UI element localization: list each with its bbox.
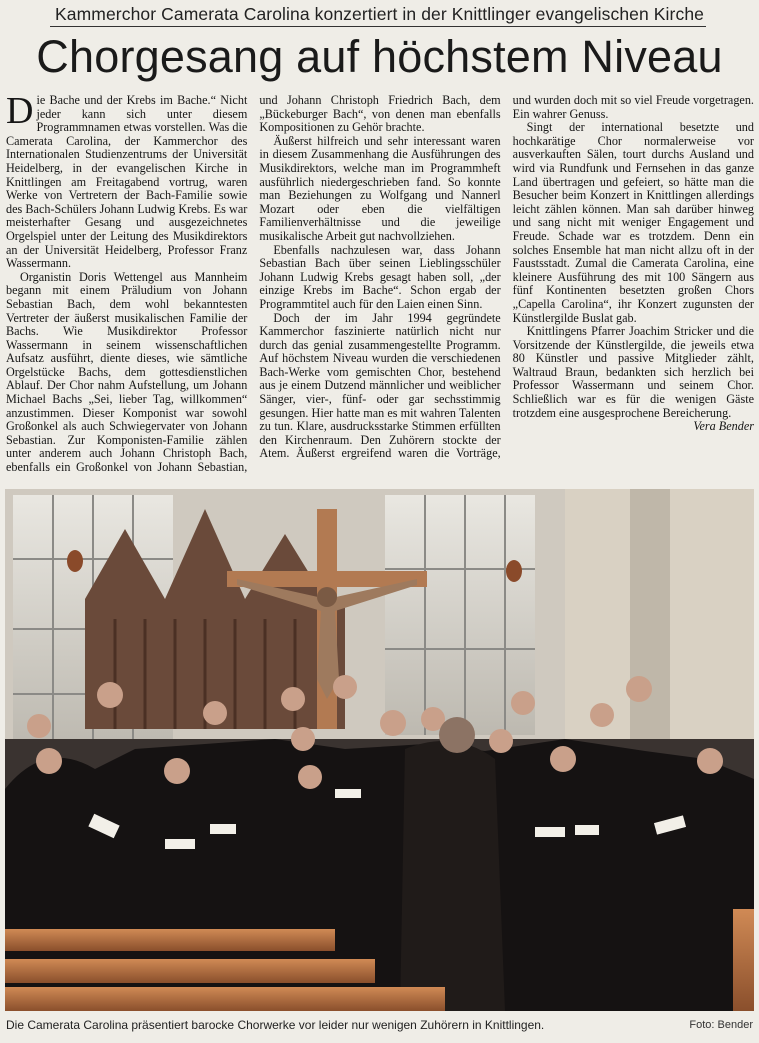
lamp-left	[67, 550, 83, 572]
kicker-rule	[50, 26, 706, 27]
conductor-head	[439, 717, 475, 753]
conductor	[400, 741, 505, 1011]
kicker-line: Kammerchor Camerata Carolina konzertiert in der Knittlinger evangelischen Kirche	[55, 4, 704, 24]
article-paragraph-7: Knittlingens Pfarrer Joachim Stricker und die Vorsitzende der Künstlergilde, die jeweils etwa 80 Künstler und passive Mitglieder zählt, Waltraud Braun, bedankten sich herzlich bei Professor Wassermann und seinem Chor. Schließlich war es für die wenigen Gäste trotzdem eine ausgesprochene Bereicherung.	[512, 324, 754, 420]
pew-1	[5, 929, 335, 951]
lamp-right	[506, 560, 522, 582]
article-paragraph-4: Ebenfalls nachzulesen war, dass Johann Sebastian Bach über seinen Lieblingsschüler Johann Ludwig Krebs gesagt haben soll, „der einzige Krebs im Bache“. Schon ergab der Programmtitel auch für den Laien einen Sinn.	[259, 242, 501, 311]
pew-3	[5, 987, 445, 1011]
article-body	[6, 90, 754, 488]
choir-photo-illustration	[5, 489, 754, 1011]
crucifix-head	[317, 587, 337, 607]
headline: Chorgesang auf höchstem Niveau	[36, 31, 723, 82]
paragraph-text: ie Bache und der Krebs im Bache.“ Nicht jeder kann sich unter diesem Programmnamen etwas vorstellen. Was die Camerata Carolina, der Kammerchor des Internationalen Studienzentrums der Universität Heidelberg, in der evangelischen Kirche in Knittlingen am Freitagabend vortrug, waren Werke von Vertretern der Bach-Familie sowie des Bach-Schülers Johann Ludwig Krebs. Es war meisterhafter Gesang und ausgezeichnetes Orgelspiel unter der Leitung des Musikdirektors an der Universität Heidelberg, Professor Franz Wassermann.	[6, 93, 248, 271]
pew-right	[733, 909, 754, 1011]
drop-cap: D	[6, 90, 34, 132]
photo-credit: Foto: Bender	[689, 1019, 753, 1031]
article-paragraph-1	[6, 90, 248, 271]
byline: Vera Bender	[693, 419, 754, 434]
article-paragraph-6: Singt der international besetzte und hochkarätige Chor normalerweise vor ausverkauften Sälen, tourt durchs Ausland und wird via Rundfunk und Fernsehen in das ganze Land übertragen und gefeiert, so hätte man die Besucher beim Konzert in Knittlingen allerdings leicht zählen können. Man sah darüber hinweg und sang nicht mit weniger Engagement und Freude. Schade war es trotzdem. Denn ein solches Ensemble hat man nicht allzu oft in der Faustsstadt. Zumal die Camerata Carolina, eine kleinere Ausführung des mit 100 Sängern aus fünf Kontinenten besetzten großen Chors „Capella Carolina“, ihr Konzert zugunsten der Künstlergilde Buslat gab.	[512, 120, 754, 325]
pew-2	[5, 959, 375, 983]
article-paragraph-5: Doch der im Jahr 1994 gegründete Kammerchor faszinierte natürlich nicht nur durch das genial zusammengestellte Programm. Auf höchstem Niveau wurden die verschiedenen Bach-Werke vom gemischten Chor, bestehend aus je einem Dutzend männlicher und weiblicher Sänger, vier-, fünf- oder gar sechsstimmig gesungen. Hier hatte man es mit wahren Talenten zu tun. Klare, ausdrucksstarke Stimmen erfüllten den Kirchenraum. Den Zuhörern stockte der Atem. Äußerst ergreifend waren die Vorträge, und wurden doch mit so viel Freude vorgetragen. Ein wahrer Genuss.	[259, 93, 754, 461]
article-paragraph-3: Äußerst hilfreich und sehr interessant waren in diesem Zusammenhang die Ausführungen des Musikdirektors, welche man im Programmheft ausführlich niedergeschrieben fand. So konnte man Beziehungen zu Wolfgang und Nannerl Mozart oder eben die vielfältigen Familienverhältnisse und die jeweilige musikalische Arbeit gut nachvollziehen.	[259, 133, 501, 243]
photo-caption: Die Camerata Carolina präsentiert barocke Chorwerke vor leider nur wenigen Zuhörern in Knittlingen.	[6, 1018, 545, 1032]
article-paragraph-2: Organistin Doris Wettengel aus Mannheim begann mit einem Präludium von Johann Sebastian Bach, dem wohl bekanntesten Vertreter der äußerst musikalischen Familie der Bachs. Wie Musikdirektor Professor Wassermann in seinem wissenschaftlichen Aufsatz ausführt, diente dieses, wie sämtliche Orgelstücke Bachs, dem gottesdienstlichen Ablauf. Der Chor nahm Aufstellung, um Johann Michael Bachs „Sei, lieber Tag, willkommen“ anzustimmen. Dieser Komponist war sowohl Großonkel als auch Schwiegervater von Johann Sebastian. Zur Komponisten-Familie zählen unter anderem auch Johann Christoph Bach, ebenfalls ein Großonkel von Johann Sebastian, und Johann Christoph Friedrich Bach, dem „Bückeburger Bach“, von denen man ebenfalls Kompositionen zu Gehör brachte.	[6, 93, 501, 475]
choir-photo	[5, 489, 754, 1011]
